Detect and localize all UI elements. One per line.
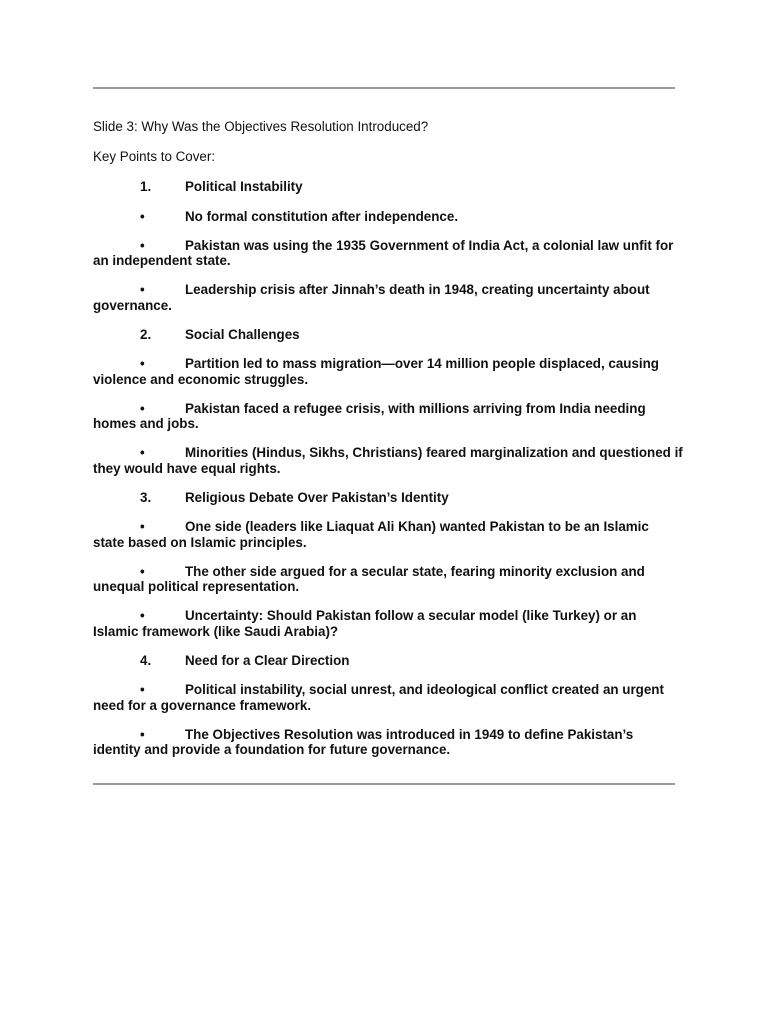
- bullet-dot: •: [140, 608, 145, 623]
- bullet-item: [93, 682, 683, 713]
- bullet-dot: •: [140, 519, 145, 534]
- section-number-1: 1.: [140, 179, 152, 194]
- bullet-text: The other side argued for a secular state, fearing minority exclusion and unequal political representation.: [93, 563, 645, 594]
- bullet-item: [93, 727, 683, 758]
- section-number-2: 2.: [140, 326, 152, 342]
- document-content: [93, 119, 683, 771]
- bullet-text: The Objectives Resolution was introduced in 1949 to define Pakistan’s identity and provide a foundation for future governance.: [93, 726, 634, 757]
- key-points-text: Key Points to Cover: [93, 149, 212, 164]
- top-divider: [93, 87, 675, 89]
- bullet-text: Minorities (Hindus, Sikhs, Christians) feared marginalization and questioned if they would have equal rights.: [93, 445, 683, 476]
- section-number-4: 4.: [140, 652, 152, 668]
- key-points-label: [93, 149, 683, 165]
- slide-title: Slide 3: Why Was the Objectives Resolution Introduced?: [93, 119, 429, 134]
- bullet-text: Uncertainty: Should Pakistan follow a secular model (like Turkey) or an Islamic framework (like Saudi Arabia)?: [93, 608, 637, 639]
- section-title-2: Social Challenges: [185, 326, 300, 342]
- bullet-text: No formal constitution after independence.: [185, 208, 459, 224]
- bullet-text: Political instability, social unrest, and ideological conflict created an urgent need for a governance framework.: [93, 682, 664, 713]
- bullet-text: Leadership crisis after Jinnah’s death in 1948, creating uncertainty about governance.: [93, 282, 650, 313]
- section-heading-1: [93, 179, 683, 195]
- bullet-item: [93, 238, 683, 269]
- bullet-dot: •: [140, 682, 145, 697]
- key-points-colon: :: [211, 149, 216, 164]
- bullet-dot: •: [140, 208, 145, 224]
- bullet-item: [93, 209, 683, 225]
- bullet-dot: •: [140, 237, 145, 253]
- bullet-item: [93, 519, 683, 550]
- bullet-dot: •: [140, 563, 145, 579]
- bullet-item: [93, 356, 683, 387]
- section-heading-2: [93, 327, 683, 343]
- bullet-item: [93, 445, 683, 476]
- bullet-item: [93, 401, 683, 432]
- bullet-item: [93, 282, 683, 313]
- bullet-text: One side (leaders like Liaquat Ali Khan) wanted Pakistan to be an Islamic state based on Islamic principles.: [93, 519, 649, 550]
- bullet-dot: •: [140, 726, 145, 742]
- section-title-3: Religious Debate Over Pakistan’s Identity: [185, 489, 449, 505]
- bottom-divider: [93, 783, 675, 785]
- section-title-1: Political Instability: [185, 179, 303, 194]
- bullet-dot: •: [140, 445, 145, 460]
- section-number-3: 3.: [140, 489, 152, 505]
- bullet-item: [93, 564, 683, 595]
- section-heading-3: [93, 490, 683, 506]
- bullet-dot: •: [140, 400, 145, 416]
- section-title-4: Need for a Clear Direction: [185, 652, 350, 668]
- bullet-text: Pakistan was using the 1935 Government of India Act, a colonial law unfit for an independent state.: [93, 237, 674, 268]
- bullet-dot: •: [140, 282, 145, 297]
- bullet-text: Partition led to mass migration—over 14 million people displaced, causing violence and economic struggles.: [93, 356, 659, 387]
- section-heading-4: [93, 653, 683, 669]
- bullet-item: [93, 608, 683, 639]
- bullet-dot: •: [140, 356, 145, 371]
- bullet-text: Pakistan faced a refugee crisis, with millions arriving from India needing homes and jobs.: [93, 400, 646, 431]
